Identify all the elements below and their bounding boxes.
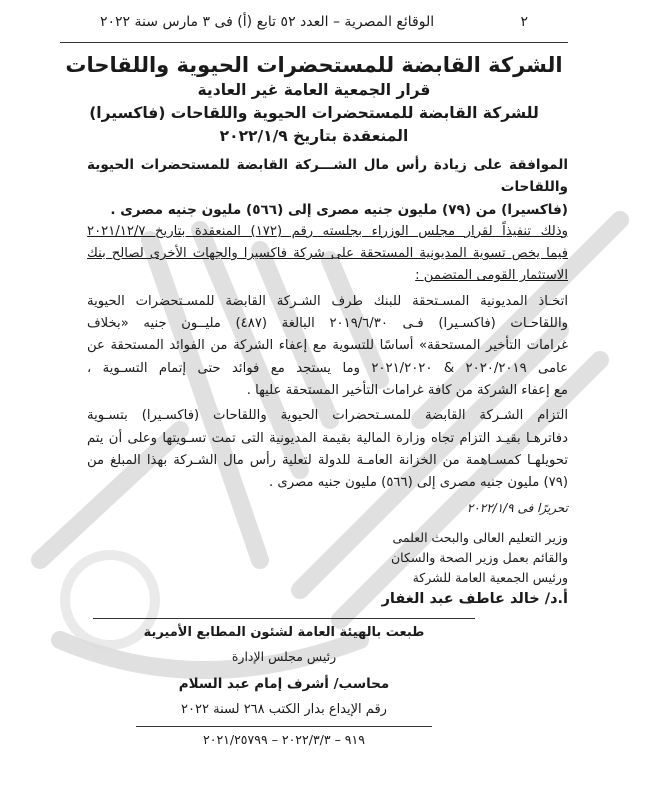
debt-paragraph: [87, 291, 568, 402]
header-divider: [60, 42, 568, 43]
gazette-title: الوقائع المصرية – العدد ٥٢ تابع (أ) فى ٣ مارس سنة ٢٠٢٢: [100, 14, 435, 30]
page-number: ٢: [520, 14, 528, 30]
text-line: فيما يخص تسوية المديونية المستحقة على شركة فاكسيرا والجهات الأخرى لصالح بنك: [87, 246, 568, 262]
printer-footer: [93, 618, 475, 750]
written-date: تحريرًا فى ٢٠٢٢/١/٩: [466, 501, 568, 516]
text-line: الاستثمار القومى المتضمن :: [415, 268, 568, 284]
chairman-name: محاسب/ أشرف إمام عبد السلام: [178, 676, 390, 693]
text-line: (فاكسيرا) من (٧٩) مليون جنيه مصرى إلى (٥٦٦) مليون جنيه مصرى .: [110, 201, 568, 218]
signature-block: [60, 528, 568, 610]
implementation-paragraph: [87, 221, 568, 288]
company-title: الشركة القابضة للمستحضرات الحيوية واللقاحات: [65, 53, 563, 77]
obligation-paragraph: [87, 405, 568, 494]
decision-subtitle: للشركة القابضة للمستحضرات الحيوية واللقاحات (فاكسيرا): [89, 104, 539, 122]
footer-divider: [93, 618, 475, 619]
reference-number: ٩١٩ – ٢٠٢٢/٣/٣ – ٢٠٢١/٢٥٧٩٩: [203, 732, 365, 748]
text-line: اتخـاذ المديونية المسـتحقة للبنك طرف الشـركة القابضة للمسـتحضرات الحيوية: [87, 293, 568, 309]
text-line: غرامات التأخير المستحقة» أساسًا للتسوية مع إعفاء الشركة من الفوائد المستحقة عن: [87, 338, 568, 354]
text-line: مع إعفاء الشركة من كافة غرامات التأخير المستحقة عليها .: [246, 382, 568, 398]
text-line: دفاترهـا بقيـد التزام تجاه وزارة المالية بقيمة المديونية التى تمت تسـويتها وعلى أن يتم: [87, 430, 568, 446]
meeting-date: المنعقدة بتاريخ ٢٠٢٢/١/٩: [219, 127, 409, 145]
signatory-title-2: والقائم بعمل وزير الصحة والسكان: [390, 550, 568, 566]
deposit-number: رقم الإيداع بدار الكتب ٢٦٨ لسنة ٢٠٢٢: [181, 702, 387, 718]
approval-paragraph: [87, 154, 568, 221]
signatory-title-1: وزير التعليم العالى والبحث العلمى: [392, 530, 568, 546]
decision-title: قرار الجمعية العامة غير العادية: [197, 81, 431, 99]
signatory-title-3: ورئيس الجمعية العامة للشركة: [412, 570, 568, 586]
text-line: التزام الشـركة القابضة للمسـتحضرات الحيوية واللقاحات (فاكسـيرا) بتسـوية: [87, 408, 568, 424]
text-line: واللقاحـات (فاكسـيرا) فـى ٢٠١٩/٦/٣٠ البالغة (٤٨٧) مليــون جنيه «بخلاف: [87, 316, 568, 332]
text-line: (٧٩) مليون جنيه مصرى إلى (٥٦٦) مليون جنيه مصرى .: [269, 475, 568, 491]
text-line: وذلك تنفيذاً لقرار مجلس الوزراء بجلسته رقم (١٧٢) المنعقدة بتاريخ ٢٠٢١/١٢/٧: [87, 223, 568, 239]
text-line: الموافقة على زيادة رأس مال الشـــركة القابضة للمستحضرات الحيوية واللقاحات: [87, 157, 568, 196]
page-header: [100, 12, 528, 32]
footer-divider-2: [136, 726, 432, 727]
text-line: تحويلهـا كمسـاهمة من الخزانة العامـة للدولة لتعلية رأس مال الشـركة بهذا المبلغ من: [87, 452, 568, 468]
text-line: عامى ٢٠٢٠/٢٠١٩ & ٢٠٢١/٢٠٢٠ وما يستجد مع فوائد حتى إتمام التسـوية ،: [87, 360, 569, 376]
printer-line: طبعت بالهيئة العامة لشئون المطابع الأميرية: [143, 625, 425, 641]
chairman-title: رئيس مجلس الإدارة: [231, 649, 337, 665]
signatory-name: أ.د/ خالد عاطف عبد الغفار: [381, 591, 568, 608]
